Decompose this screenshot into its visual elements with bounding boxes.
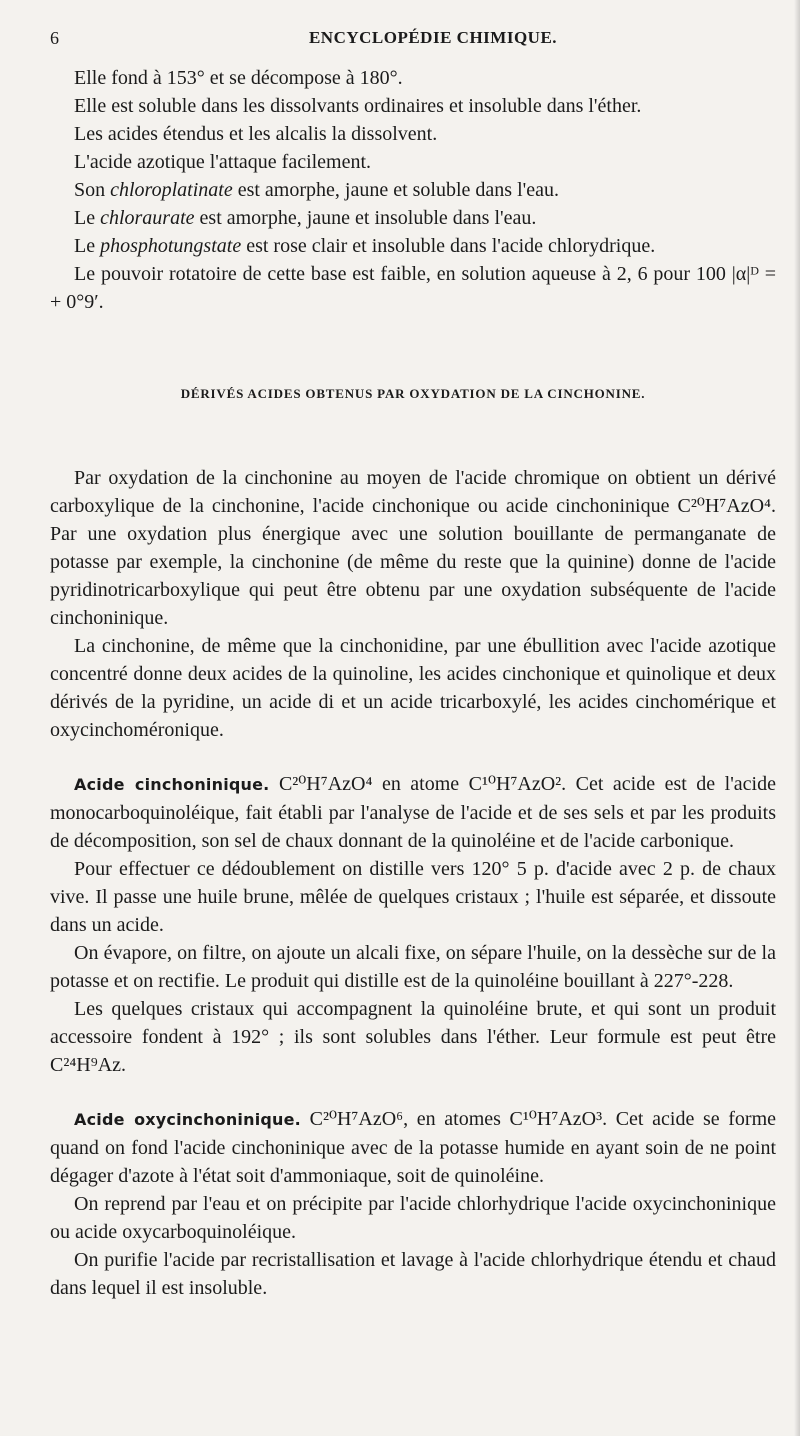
text: Le xyxy=(74,235,101,257)
spacer xyxy=(50,744,776,770)
running-title: ENCYCLOPÉDIE CHIMIQUE. xyxy=(308,28,558,47)
text: est amorphe, jaune et soluble dans l'eau. xyxy=(232,179,559,201)
page-header xyxy=(50,28,776,64)
line-azotique: L'acide azotique l'attaque facilement. xyxy=(74,151,372,173)
text: C²⁰H⁷AzO⁶, en atomes C¹⁰H⁷AzO³. Cet acide se forme quand on fond l'acide cinchoninique avec de la potasse humide en ayant soin de ne point dégager d'azote à l'état soit d'ammoniaque, soit de quinoléine. xyxy=(50,1108,777,1187)
paragraph-cristaux: Les quelques cristaux qui accompagnent la quinoléine brute, et qui sont un produit accessoire fondent à 192° ; ils sont solubles dans l'éther. Leur formule est peut être C²⁴H⁹Az. xyxy=(50,998,776,1076)
paragraph-acide-oxycinchoninique xyxy=(50,1105,776,1190)
paragraph-reprend: On reprend par l'eau et on précipite par l'acide chlorhydrique l'acide oxycinchoninique ou acide oxycarboquinoléique. xyxy=(50,1193,776,1243)
line-chloraurate xyxy=(50,204,776,232)
text: Son xyxy=(74,179,111,201)
paragraph-dedoublement: Pour effectuer ce dédoublement on distille vers 120° 5 p. d'acide avec 2 p. de chaux vive. Il passe une huile brune, mêlée de quelques cristaux ; l'huile est séparée, et dissoute dans un acide. xyxy=(50,858,776,936)
paragraph-acide-cinchoninique xyxy=(50,770,776,855)
term-chloroplatinate: chloroplatinate xyxy=(110,179,233,201)
text: est amorphe, jaune et insoluble dans l'eau. xyxy=(194,207,537,229)
text: C²⁰H⁷AzO⁴ en atome C¹⁰H⁷AzO². Cet acide est de l'acide monocarboquinoléique, fait établi par l'analyse de l'acide et de ses sels et par les produits de décomposition, son sel de chaux donnant de la quinoléine et de l'acide carbonique. xyxy=(50,773,776,852)
spacer xyxy=(50,1079,776,1105)
term-phosphotungstate: phosphotungstate xyxy=(100,235,242,257)
text: est rose clair et insoluble dans l'acide chlorydrique. xyxy=(241,235,656,257)
paragraph-purifie: On purifie l'acide par recristallisation et lavage à l'acide chlorhydrique étendu et chaud dans lequel il est insoluble. xyxy=(50,1249,776,1299)
line-pouvoir-rotatoire: Le pouvoir rotatoire de cette base est faible, en solution aqueuse à 2, 6 pour 100 |α|ᴰ = + 0°9′. xyxy=(50,263,776,313)
section-title: DÉRIVÉS ACIDES OBTENUS PAR OXYDATION DE LA CINCHONINE. xyxy=(180,386,646,401)
heading-acide-cinchoninique: Acide cinchoninique. xyxy=(74,775,270,794)
line-chloroplatinate xyxy=(50,176,776,204)
paragraph-oxydation: Par oxydation de la cinchonine au moyen de l'acide chromique on obtient un dérivé carboxylique de la cinchonine, l'acide cinchonique ou acide cinchoninique C²⁰H⁷AzO⁴. Par une oxydation plus énergique avec une solution bouillante de permanganate de potasse par exemple, la cinchonine (de même du reste que la quinine) donne de l'acide pyridinotricarboxylique qui peut être obtenu par une oxydation subséquente de l'acide cinchoninique. xyxy=(50,467,776,629)
line-fond: Elle fond à 153° et se décompose à 180°. xyxy=(74,67,403,89)
paragraph-evapore: On évapore, on filtre, on ajoute un alcali fixe, on sépare l'huile, on la dessèche sur de la potasse et on rectifie. Le produit qui distille est de la quinoléine bouillant à 227°-228. xyxy=(50,942,776,992)
heading-acide-oxycinchoninique: Acide oxycinchoninique. xyxy=(74,1110,301,1129)
paragraph-cinchonidine: La cinchonine, de même que la cinchonidine, par une ébullition avec l'acide azotique concentré donne deux acides de la quinoline, les acides cinchonique et quinolique et deux dérivés de la pyridine, un acide di et un acide tricarboxylé, les acides cinchomérique et oxycinchoméronique. xyxy=(50,635,776,741)
page-edge-shadow xyxy=(794,0,800,1436)
text: Le xyxy=(74,207,101,229)
line-phosphotungstate xyxy=(50,232,776,260)
page-number: 6 xyxy=(50,28,59,48)
term-chloraurate: chloraurate xyxy=(100,207,195,229)
line-acides: Les acides étendus et les alcalis la dissolvent. xyxy=(74,123,438,145)
line-soluble: Elle est soluble dans les dissolvants ordinaires et insoluble dans l'éther. xyxy=(74,95,642,117)
